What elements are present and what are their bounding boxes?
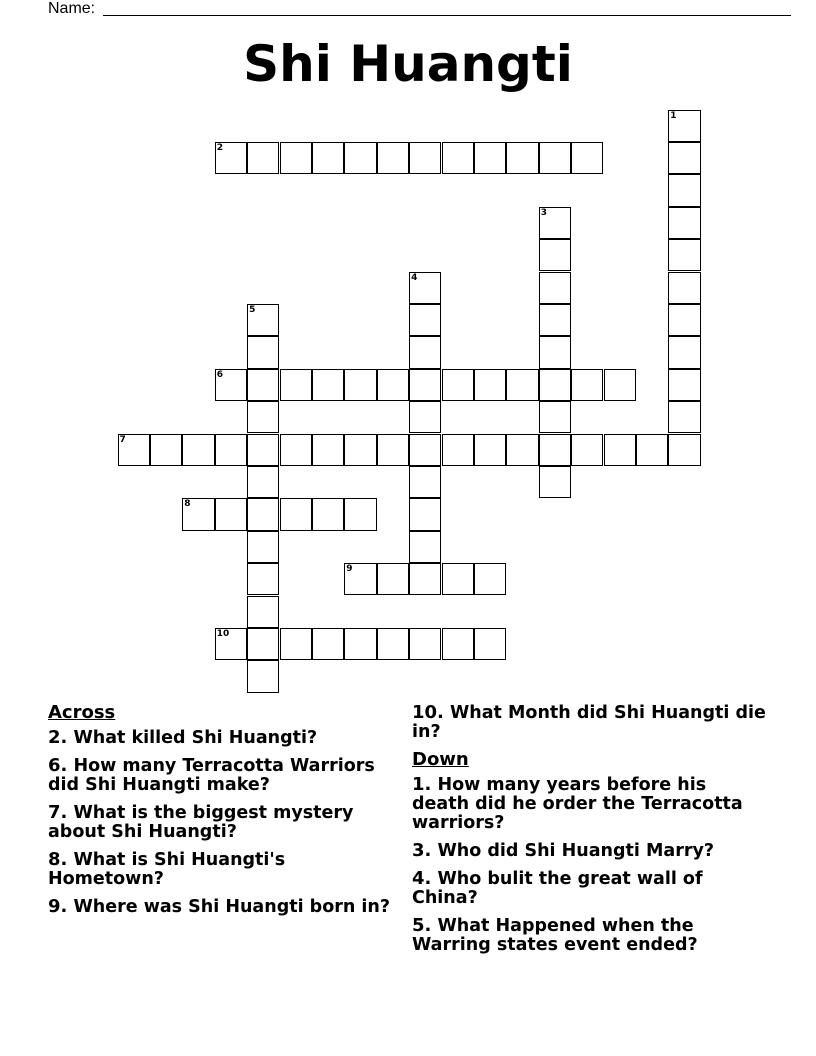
crossword-cell[interactable] (344, 142, 376, 174)
crossword-cell[interactable] (506, 142, 538, 174)
clue-text: Where was Shi Huangti born in? (73, 897, 391, 917)
clue-across-2 (48, 728, 403, 748)
crossword-cell[interactable] (474, 628, 506, 660)
crossword-cell[interactable] (247, 531, 279, 563)
crossword-cell[interactable] (539, 272, 571, 304)
crossword-cell[interactable] (668, 401, 700, 433)
crossword-cell[interactable] (409, 531, 441, 563)
crossword-cell[interactable] (377, 628, 409, 660)
crossword-cell[interactable] (247, 628, 279, 660)
crossword-cell[interactable] (668, 369, 700, 401)
crossword-cell[interactable] (344, 563, 376, 595)
clue-down-4 (412, 869, 767, 908)
crossword-cell[interactable] (247, 660, 279, 692)
cell-number: 4 (411, 272, 418, 283)
crossword-cell[interactable] (247, 336, 279, 368)
crossword-cell[interactable] (247, 142, 279, 174)
cell-number: 9 (346, 564, 353, 575)
cell-number: 6 (216, 369, 223, 380)
clue-text: How many Terracotta Warriors did Shi Huangti make? (48, 756, 375, 795)
clue-number: 3. (412, 840, 432, 861)
clue-number: 7. (48, 802, 68, 823)
clue-number: 10. (412, 702, 444, 723)
crossword-cell[interactable] (280, 142, 312, 174)
crossword-cell[interactable] (539, 142, 571, 174)
clue-across-10 (412, 703, 767, 742)
cell-number: 2 (216, 142, 223, 153)
name-label: Name: (48, 0, 96, 17)
crossword-cell[interactable] (539, 401, 571, 433)
crossword-cell[interactable] (668, 207, 700, 239)
crossword-cell[interactable] (506, 369, 538, 401)
crossword-cell[interactable] (409, 466, 441, 498)
crossword-cell[interactable] (539, 369, 571, 401)
clue-number: 4. (412, 868, 432, 889)
crossword-cell[interactable] (409, 401, 441, 433)
clue-text: What Happened when the Warring states event ended? (412, 916, 698, 955)
crossword-cell[interactable] (409, 369, 441, 401)
crossword-cell[interactable] (280, 434, 312, 466)
crossword-cell[interactable] (377, 369, 409, 401)
crossword-cell[interactable] (636, 434, 668, 466)
crossword-cell[interactable] (409, 304, 441, 336)
clue-across-9 (48, 897, 403, 917)
crossword-cell[interactable] (344, 498, 376, 530)
cell-number: 1 (670, 110, 677, 121)
clue-down-5 (412, 916, 767, 955)
cell-number: 3 (540, 207, 547, 218)
clue-across-8 (48, 850, 403, 889)
crossword-cell[interactable] (247, 596, 279, 628)
crossword-cell[interactable] (182, 434, 214, 466)
crossword-cell[interactable] (442, 563, 474, 595)
down-heading: Down (412, 749, 469, 770)
crossword-cell[interactable] (344, 628, 376, 660)
cell-number: 5 (249, 304, 256, 315)
crossword-cell[interactable] (280, 628, 312, 660)
clue-number: 2. (48, 727, 68, 748)
clue-across-7 (48, 803, 403, 842)
crossword-cell[interactable] (215, 434, 247, 466)
clue-number: 1. (412, 774, 432, 795)
crossword-cell[interactable] (604, 434, 636, 466)
crossword-cell[interactable] (247, 401, 279, 433)
crossword-cell[interactable] (409, 272, 441, 304)
clue-number: 5. (412, 915, 432, 936)
clue-text: What killed Shi Huangti? (73, 728, 318, 748)
crossword-cell[interactable] (215, 142, 247, 174)
crossword-cell[interactable] (668, 110, 700, 142)
crossword-cell[interactable] (247, 434, 279, 466)
crossword-cell[interactable] (539, 304, 571, 336)
crossword-cell[interactable] (539, 336, 571, 368)
crossword-cell[interactable] (668, 272, 700, 304)
page-title: Shi Huangti (243, 35, 573, 93)
crossword-cell[interactable] (571, 142, 603, 174)
clue-text: What is the biggest mystery about Shi Huangti? (48, 803, 354, 842)
crossword-cell[interactable] (442, 628, 474, 660)
crossword-cell[interactable] (474, 369, 506, 401)
crossword-cell[interactable] (344, 369, 376, 401)
crossword-cell[interactable] (312, 369, 344, 401)
crossword-cell[interactable] (539, 207, 571, 239)
crossword-cell[interactable] (409, 498, 441, 530)
crossword-cell[interactable] (215, 498, 247, 530)
cell-number: 10 (216, 628, 230, 639)
crossword-cell[interactable] (668, 434, 700, 466)
crossword-cell[interactable] (377, 563, 409, 595)
crossword-cell[interactable] (474, 142, 506, 174)
cell-number: 7 (119, 434, 126, 445)
crossword-cell[interactable] (409, 142, 441, 174)
clue-column-right (412, 700, 767, 963)
clue-number: 9. (48, 896, 68, 917)
crossword-cell[interactable] (247, 369, 279, 401)
crossword-cell[interactable] (247, 304, 279, 336)
crossword-cell[interactable] (442, 142, 474, 174)
crossword-cell[interactable] (442, 369, 474, 401)
crossword-cell[interactable] (571, 369, 603, 401)
crossword-cell[interactable] (312, 142, 344, 174)
crossword-cell[interactable] (215, 369, 247, 401)
crossword-cell[interactable] (182, 498, 214, 530)
crossword-cell[interactable] (377, 142, 409, 174)
crossword-cell[interactable] (312, 434, 344, 466)
crossword-cell[interactable] (604, 369, 636, 401)
clue-number: 6. (48, 755, 68, 776)
clue-text: What is Shi Huangti's Hometown? (48, 850, 286, 889)
crossword-cell[interactable] (668, 174, 700, 206)
crossword-cell[interactable] (118, 434, 150, 466)
crossword-cell[interactable] (150, 434, 182, 466)
clue-text: Who did Shi Huangti Marry? (437, 841, 715, 861)
crossword-cell[interactable] (668, 239, 700, 271)
crossword-cell[interactable] (312, 498, 344, 530)
crossword-cell[interactable] (442, 434, 474, 466)
clue-column-left (48, 700, 403, 925)
crossword-cell[interactable] (247, 563, 279, 595)
crossword-cell[interactable] (409, 434, 441, 466)
crossword-cell[interactable] (215, 628, 247, 660)
crossword-cell[interactable] (409, 563, 441, 595)
clue-text: What Month did Shi Huangti die in? (412, 703, 766, 742)
crossword-cell[interactable] (474, 434, 506, 466)
crossword-cell[interactable] (571, 434, 603, 466)
clue-down-1 (412, 775, 767, 833)
clue-across-6 (48, 756, 403, 795)
crossword-cell[interactable] (474, 563, 506, 595)
crossword-cell[interactable] (280, 369, 312, 401)
crossword-cell[interactable] (344, 434, 376, 466)
crossword-cell[interactable] (377, 434, 409, 466)
crossword-cell[interactable] (668, 304, 700, 336)
clue-down-3 (412, 841, 767, 861)
crossword-cell[interactable] (409, 336, 441, 368)
crossword-cell[interactable] (668, 336, 700, 368)
crossword-cell[interactable] (539, 434, 571, 466)
clue-text: How many years before his death did he order the Terracotta warriors? (412, 775, 743, 833)
crossword-cell[interactable] (668, 142, 700, 174)
crossword-cell[interactable] (539, 239, 571, 271)
clue-text: Who bulit the great wall of China? (412, 869, 703, 908)
cell-number: 8 (184, 499, 191, 510)
crossword-cell[interactable] (312, 628, 344, 660)
clue-number: 8. (48, 849, 68, 870)
crossword-cell[interactable] (409, 628, 441, 660)
crossword-cell[interactable] (539, 466, 571, 498)
crossword-cell[interactable] (247, 466, 279, 498)
across-heading: Across (48, 702, 116, 723)
crossword-cell[interactable] (506, 434, 538, 466)
crossword-cell[interactable] (247, 498, 279, 530)
crossword-cell[interactable] (280, 498, 312, 530)
